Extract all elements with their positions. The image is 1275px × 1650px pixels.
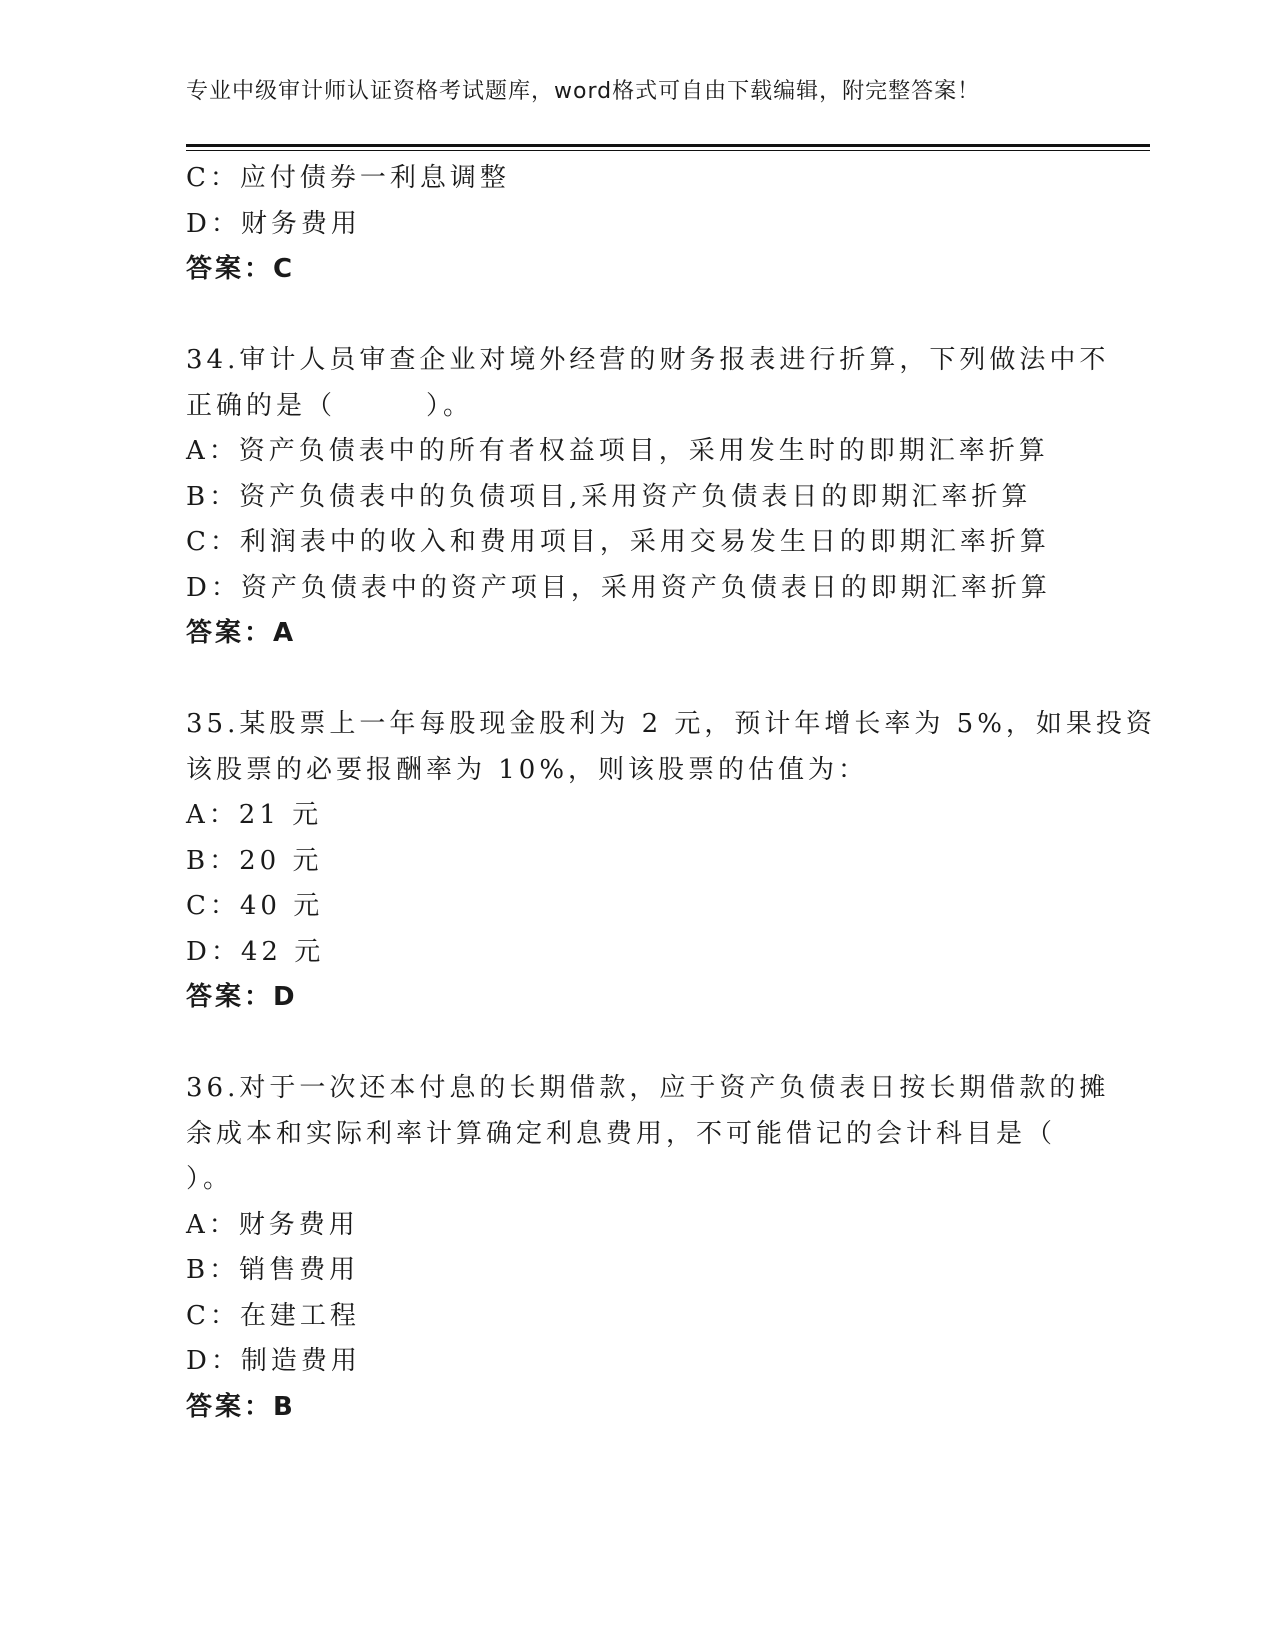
option-c: C：在建工程 [186,1300,360,1331]
option-a: A：资产负债表中的所有者权益项目，采用发生时的即期汇率折算 [186,436,1049,466]
question-list [186,156,1156,1430]
question-34 [186,338,1116,657]
header-rule [186,144,1150,151]
page-header: 专业中级审计师认证资格考试题库，word格式可自由下载编辑，附完整答案！ [186,79,981,104]
option-b: B：销售费用 [186,1255,360,1285]
answer: 答案：A [186,618,297,648]
question-stem: 该股票的必要报酬率为 10%，则该股票的估值为： [186,754,869,785]
option-c: C：应付债券一利息调整 [186,163,510,193]
answer: 答案：B [186,1391,296,1422]
question-stem: 34.审计人员审查企业对境外经营的财务报表进行折算，下列做法中不 [186,345,1110,375]
option-a: A：财务费用 [186,1209,359,1240]
question-stem: ）。 [186,1164,234,1194]
option-d: D：42 元 [186,936,325,967]
option-c: C：40 元 [186,891,324,921]
option-b: B：20 元 [186,845,323,876]
spacer [186,1021,1116,1067]
question-stem: 35.某股票上一年每股现金股利为 2 元，预计年增长率为 5%，如果投资 [186,709,1156,739]
spacer [186,657,1116,703]
question-35 [186,702,1156,1021]
option-d: D：制造费用 [186,1346,361,1376]
question-36 [186,1066,1116,1430]
continued-question [186,156,1116,293]
question-stem: 36.对于一次还本付息的长期借款，应于资产负债表日按长期借款的摊 [186,1073,1110,1103]
question-stem: 余成本和实际利率计算确定利息费用，不可能借记的会计科目是（ [186,1118,1057,1149]
option-b: B：资产负债表中的负债项目,采用资产负债表日的即期汇率折算 [186,481,1032,512]
question-stem: 正确的是（ ）。 [186,390,474,421]
option-a: A：21 元 [186,800,323,830]
option-d: D：资产负债表中的资产项目，采用资产负债表日的即期汇率折算 [186,572,1051,603]
answer: 答案：C [186,254,296,284]
answer: 答案：D [186,982,298,1012]
spacer [186,293,1116,339]
option-d: D：财务费用 [186,208,361,239]
option-c: C：利润表中的收入和费用项目，采用交易发生日的即期汇率折算 [186,527,1050,557]
